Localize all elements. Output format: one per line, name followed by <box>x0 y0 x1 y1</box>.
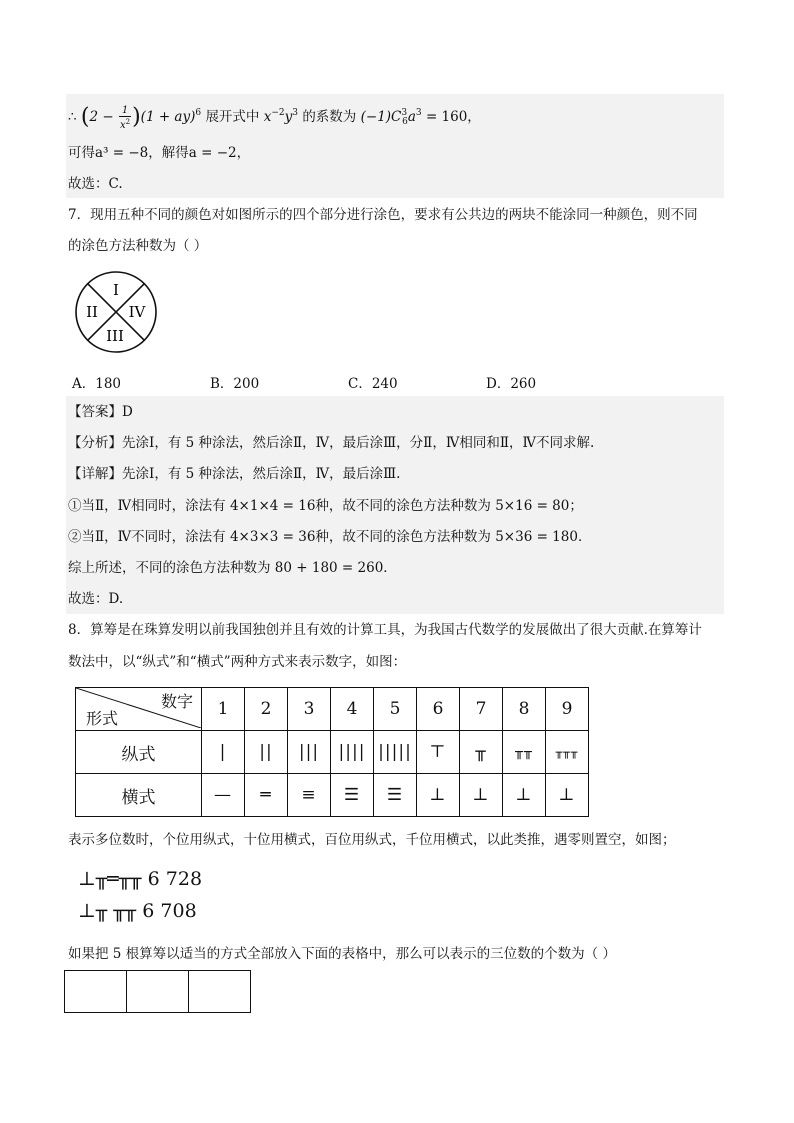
q7-detail: 【详解】先涂Ⅰ，有 5 种涂法，然后涂Ⅱ，Ⅳ，最后涂Ⅲ. <box>68 466 401 482</box>
q7-choice-d: D．260 <box>486 376 537 392</box>
blank-three-cell-table <box>64 970 251 1013</box>
region-label-top: I <box>113 281 119 299</box>
counting-rod-table <box>75 687 589 817</box>
digit-cell: 8 <box>503 688 546 731</box>
rod-cell: ⊥ <box>546 774 589 817</box>
rod-cell: ⊥ <box>417 774 460 817</box>
solution-line-1 <box>68 98 481 131</box>
rod-cell: ╥╥ <box>503 731 546 774</box>
rod-cell: || <box>245 731 288 774</box>
digit-cell: 1 <box>202 688 245 731</box>
region-label-right: IV <box>128 303 146 321</box>
table-vertical-row <box>76 731 589 774</box>
digit-cell: 7 <box>460 688 503 731</box>
binomial-expression: (2 − $\frac{1}{x^2}$ )(1 + ay)$^6$ <box>80 104 202 131</box>
q8-example-2: ⊥╥ ╥╥ 6 708 <box>78 900 197 922</box>
q7-choice-a: A．180 <box>72 376 122 392</box>
solution-line-2: 可得a³ = −8，解得a = −2， <box>68 145 251 161</box>
header-digit-label: 数字 <box>160 692 193 711</box>
blank-cell-units <box>189 971 251 1013</box>
rod-cell: ⊥ <box>503 774 546 817</box>
rod-cell: |||| <box>331 731 374 774</box>
q7-summary: 综上所述，不同的涂色方法种数为 80 + 180 = 260． <box>68 560 397 576</box>
q7-answer: 【答案】D <box>68 404 133 420</box>
q8-stem-line-2: 数法中，以“纵式”和“横式”两种方式来表示数字，如图： <box>68 654 407 670</box>
rod-cell: ≡ <box>288 774 331 817</box>
coefficient-value: = 160， <box>425 109 481 125</box>
solution-line-3: 故选：C. <box>68 176 123 192</box>
rod-cell: — <box>202 774 245 817</box>
rod-cell: ═ <box>245 774 288 817</box>
digit-cell: 4 <box>331 688 374 731</box>
term-expression: $x^{-2}y^3$ <box>263 108 299 125</box>
q8-stem-line-1: 8．算筹是在珠算发明以前我国独创并且有效的计算工具，为我国古代数学的发展做出了很大贡献.在算筹计 <box>68 622 702 638</box>
q7-analysis: 【分析】先涂Ⅰ，有 5 种涂法，然后涂Ⅱ，Ⅳ，最后涂Ⅲ，分Ⅱ，Ⅳ相同和Ⅱ，Ⅳ不同求解. <box>68 435 595 451</box>
digit-cell: 2 <box>245 688 288 731</box>
coefficient-text: 的系数为 <box>302 109 357 125</box>
table-header-row <box>76 688 589 731</box>
region-label-bottom: III <box>106 327 124 345</box>
horizontal-form-label: 横式 <box>76 774 202 817</box>
digit-cell: 5 <box>374 688 417 731</box>
table-corner-cell <box>76 688 202 731</box>
region-label-left: II <box>86 303 98 321</box>
rod-cell: | <box>202 731 245 774</box>
q7-choice-b: B．200 <box>210 376 260 392</box>
blank-cell-tens <box>127 971 189 1013</box>
therefore-symbol: ∴ <box>68 109 77 125</box>
rod-cell: ☰ <box>374 774 417 817</box>
expansion-text: 展开式中 <box>205 109 260 125</box>
digit-cell: 3 <box>288 688 331 731</box>
q8-question: 如果把 5 根算筹以适当的方式全部放入下面的表格中，那么可以表示的三位数的个数为（ ） <box>68 946 616 962</box>
vertical-form-label: 纵式 <box>76 731 202 774</box>
q7-stem-line-2: 的涂色方法种数为（ ） <box>68 238 208 254</box>
rod-cell: ☰ <box>331 774 374 817</box>
q7-stem-line-1: 7．现用五种不同的颜色对如图所示的四个部分进行涂色，要求有公共边的两块不能涂同一种颜色，则不同 <box>68 207 698 223</box>
coefficient-expression: $(-1)C^3_6a^3$ <box>360 108 422 127</box>
rod-cell: ⊤ <box>417 731 460 774</box>
rod-cell: ╥╥╥ <box>546 731 589 774</box>
rod-cell: ||||| <box>374 731 417 774</box>
q7-case-2: ②当Ⅱ，Ⅳ不同时，涂法有 4×3×3 = 36种，故不同的涂色方法种数为 5×36 = 180． <box>68 529 592 545</box>
q8-rule: 表示多位数时，个位用纵式，十位用横式，百位用纵式，千位用横式，以此类推，遇零则置空，如图； <box>68 832 676 848</box>
rod-cell: ╥ <box>460 731 503 774</box>
q7-choose: 故选：D. <box>68 591 124 607</box>
rod-cell: ⊥ <box>460 774 503 817</box>
blank-cell-hundreds <box>65 971 127 1013</box>
digit-cell: 6 <box>417 688 460 731</box>
q8-example-1: ⊥╥═╥╥ 6 728 <box>78 868 203 890</box>
q7-choice-c: C．240 <box>348 376 398 392</box>
q7-circle-diagram <box>74 270 158 354</box>
table-horizontal-row <box>76 774 589 817</box>
rod-cell: ||| <box>288 731 331 774</box>
q7-case-1: ①当Ⅱ，Ⅳ相同时，涂法有 4×1×4 = 16种，故不同的涂色方法种数为 5×16 = 80； <box>68 498 583 514</box>
digit-cell: 9 <box>546 688 589 731</box>
header-form-label: 形式 <box>86 709 119 728</box>
